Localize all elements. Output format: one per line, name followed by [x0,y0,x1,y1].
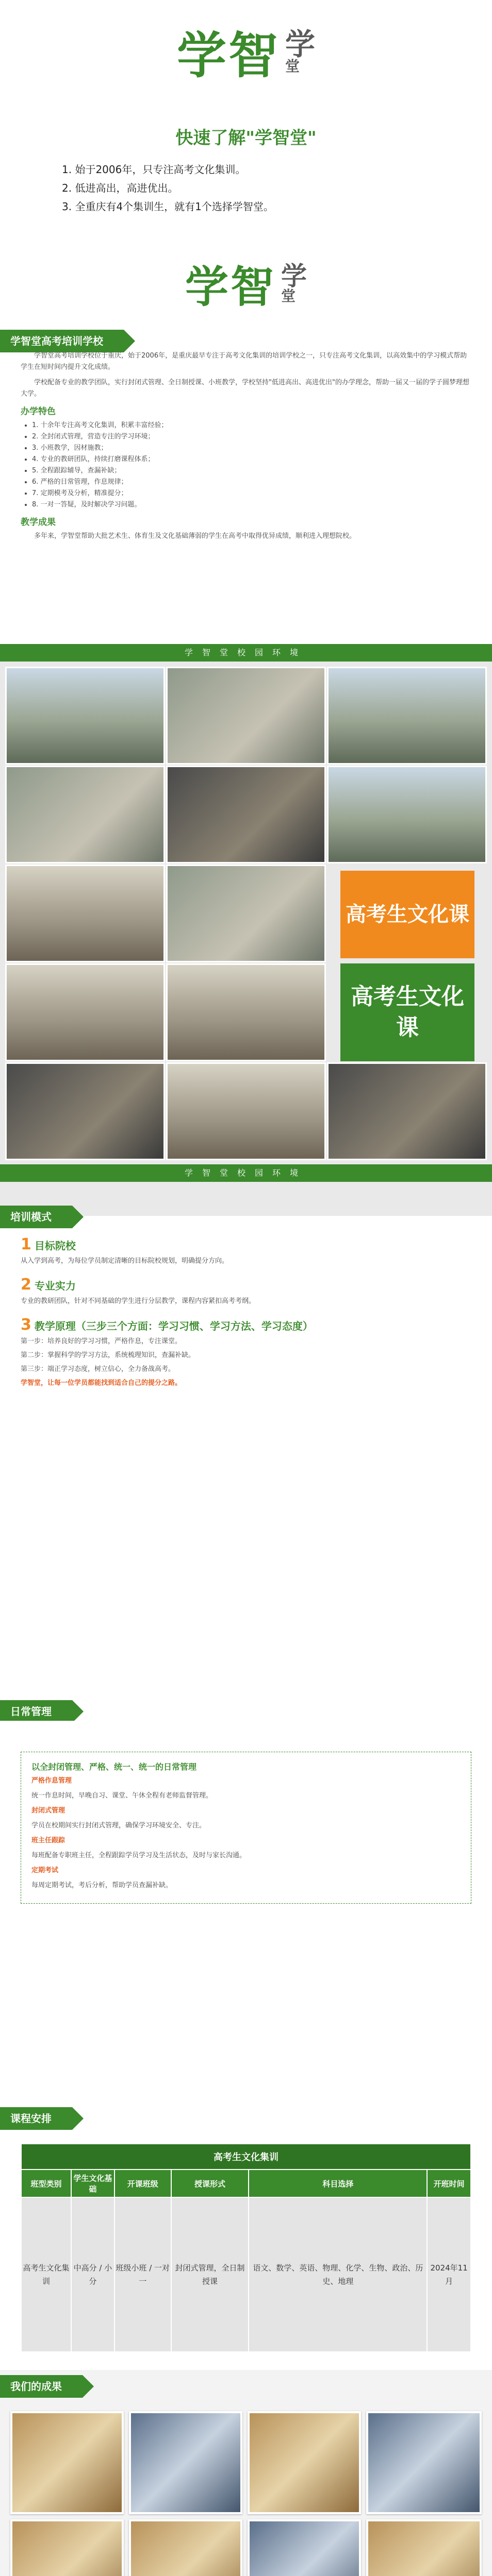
about-banner-label: 学智堂高考培训学校 [0,330,124,352]
logo-main-text: 学智 [176,26,280,84]
campus-photo [327,667,487,765]
column-header: 开班时间 [427,2170,471,2197]
logo [185,252,307,315]
logo-side-bottom: 堂 [281,287,296,304]
about-paragraph: 多年来，学智堂帮助大批艺术生、体育生及文化基础薄弱的学生在高考中取得优异成绩，顺利进入理想院校。 [34,532,356,540]
honor-certificate [366,2411,482,2514]
honor-certificate [366,2519,482,2576]
logo-side-text [281,263,307,303]
about-paragraph: 学校配备专业的教学团队，实行封闭式管理、全日制授课、小班教学，学校坚持"低进高出、高进优出"的办学理念，帮助一届又一届的学子圆梦理想大学。 [21,379,469,398]
logo-main-text: 学智 [185,261,276,312]
training-paragraph: 第二步：掌握科学的学习方法，系统梳理知识，查漏补缺。 [21,1351,195,1359]
daily-text: 学员在校期间实行封闭式管理，确保学习环境安全、专注。 [31,1822,206,1829]
logo-side-text [285,29,315,74]
about-list-item: • 3. 小班教学，因材施教； [32,443,471,454]
about-list-item: • 2. 全封闭式管理，营造专注的学习环境； [32,431,471,443]
heading-text: 目标院校 [34,1240,76,1252]
daily-item [31,1775,461,1786]
intro-title: 快速了解"学智堂" [175,128,317,148]
banner-arrow [72,2107,84,2130]
about-list [21,420,471,511]
training-heading [21,1235,471,1253]
campus-photo [327,1062,487,1160]
campus-photo [166,667,326,765]
schedule-banner-label: 课程安排 [0,2107,72,2130]
intro-point: 1. 始于2006年，只专注高考文化集训。 [62,163,246,176]
training-paragraph: 专业的教研团队，针对不同基础的学生进行分层教学，课程内容紧扣高考考纲。 [21,1297,256,1305]
training-section [0,1226,492,1721]
training-paragraph: 第一步：培养良好的学习习惯，严格作息，专注课堂。 [21,1337,182,1345]
training-heading [21,1316,471,1334]
tag-green: 高考生文化课 [340,963,474,1061]
campus-photo [5,1062,165,1160]
table-header-row [21,2144,471,2170]
campus-strip-top: 学智堂校园环境 [0,644,492,662]
table-row [21,2197,471,2352]
about-subtitle: 教学成果 [21,517,56,528]
campus-photo [5,865,165,962]
campus-photo [166,766,326,863]
campus-photo [166,1062,326,1160]
training-highlight: 学智堂，让每一位学员都能找到适合自己的提分之路。 [21,1379,182,1387]
about-list-item: • 5. 全程跟踪辅导，查漏补缺； [32,465,471,477]
table-column-row [21,2170,471,2197]
logo-side-top: 学 [285,27,315,62]
cell-mode: 封闭式管理，全日制授课 [171,2197,249,2352]
daily-section [0,1721,492,2092]
heading-number: 3 [21,1316,31,1334]
banner-arrow [72,1206,84,1228]
cell-class: 班级小班 / 一对一 [114,2197,171,2352]
intro-points [62,160,430,216]
banner-arrow [72,1700,84,1723]
cell-type: 高考生文化集训 [21,2197,71,2352]
about-list-item: • 8. 一对一答疑，及时解决学习问题。 [32,499,471,511]
daily-item [31,1805,461,1816]
training-heading [21,1276,471,1294]
campus-gallery [0,644,492,1216]
banner-arrow [124,330,135,352]
schedule-section [0,2097,492,2365]
logo-side-top: 学 [281,261,307,291]
table-title: 高考生文化集训 [21,2144,471,2170]
about-list-item: • 4. 专业的教研团队，持续打磨课程体系； [32,454,471,465]
about-list-item: • 1. 十余年专注高考文化集训，积累丰富经验； [32,420,471,431]
logo-side-bottom: 堂 [285,58,300,75]
daily-label: 定期考试 [31,1867,59,1874]
logo-large [0,242,492,325]
column-header: 学生文化基础 [71,2170,114,2197]
daily-box [21,1752,471,1904]
header-logo [0,0,492,103]
cell-time: 2024年11月 [427,2197,471,2352]
intro-point: 3. 全重庆有4个集训生，就有1个选择学智堂。 [62,200,274,213]
results-banner-label: 我们的成果 [0,2375,83,2398]
campus-strip-bottom: 学智堂校园环境 [0,1164,492,1182]
honor-certificate [129,2411,242,2514]
daily-label: 班主任跟踪 [31,1837,65,1844]
daily-text: 每班配备专职班主任，全程跟踪学员学习及生活状态，及时与家长沟通。 [31,1852,247,1859]
daily-label: 严格作息管理 [31,1777,72,1785]
heading-text: 专业实力 [34,1280,76,1292]
campus-photo [5,766,165,863]
about-list-item: • 6. 严格的日常管理，作息规律； [32,477,471,488]
daily-text: 统一作息时间，早晚自习、课堂、午休全程有老师监督管理。 [31,1792,213,1800]
logo [177,16,315,87]
training-banner [0,1206,84,1228]
column-header: 班型类别 [21,2170,71,2197]
results-section [0,2370,492,2576]
cell-subjects: 语文、数学、英语、物理、化学、生物、政治、历史、地理 [249,2197,427,2352]
daily-box-title: 以全封闭管理、严格、统一、统一的日常管理 [31,1762,197,1772]
column-header: 科目选择 [249,2170,427,2197]
daily-label: 封闭式管理 [31,1807,65,1815]
campus-photo [166,865,326,962]
about-subtitle: 办学特色 [21,406,56,417]
about-list-item: • 7. 定期模考及分析，精准提分； [32,488,471,499]
daily-banner-label: 日常管理 [0,1700,72,1723]
honor-certificate [10,2519,124,2576]
daily-text: 每周定期考试，考后分析，帮助学员查漏补缺。 [31,1882,173,1889]
about-section [0,350,492,639]
cell-base: 中高分 / 小分 [71,2197,114,2352]
about-banner [0,330,135,352]
training-paragraph: 从入学到高考，为每位学员制定清晰的目标院校规划，明确提分方向。 [21,1257,229,1265]
about-paragraph: 学智堂高考培训学校位于重庆，始于2006年，是重庆最早专注于高考文化集训的培训学校之一，只专注高考文化集训，以高效集中的学习模式帮助学生在短时间内提升文化成绩。 [21,352,467,371]
training-banner-label: 培训模式 [0,1206,72,1228]
banner-arrow [83,2375,94,2398]
tag-orange: 高考生文化课 [340,871,474,958]
honor-certificate [248,2411,361,2514]
heading-number: 2 [21,1276,31,1294]
training-paragraph: 第三步：端正学习态度，树立信心，全力备战高考。 [21,1365,175,1373]
honor-certificate [129,2519,242,2576]
intro-section [0,124,492,227]
daily-item [31,1865,461,1876]
intro-point: 2. 低进高出，高进优出。 [62,182,178,194]
campus-photo [5,963,165,1061]
column-header: 授课形式 [171,2170,249,2197]
heading-text: 教学原理（三步三个方面：学习习惯、学习方法、学习态度） [34,1320,313,1332]
campus-photo [5,667,165,765]
campus-photo [166,963,326,1061]
schedule-banner [0,2107,84,2130]
column-header: 开课班级 [114,2170,171,2197]
honor-certificate [248,2519,361,2576]
heading-number: 1 [21,1235,31,1253]
results-banner [0,2375,94,2398]
honor-certificate [10,2411,124,2514]
daily-item [31,1835,461,1846]
daily-banner [0,1700,84,1723]
campus-photo [327,766,487,863]
schedule-table [21,2143,471,2352]
